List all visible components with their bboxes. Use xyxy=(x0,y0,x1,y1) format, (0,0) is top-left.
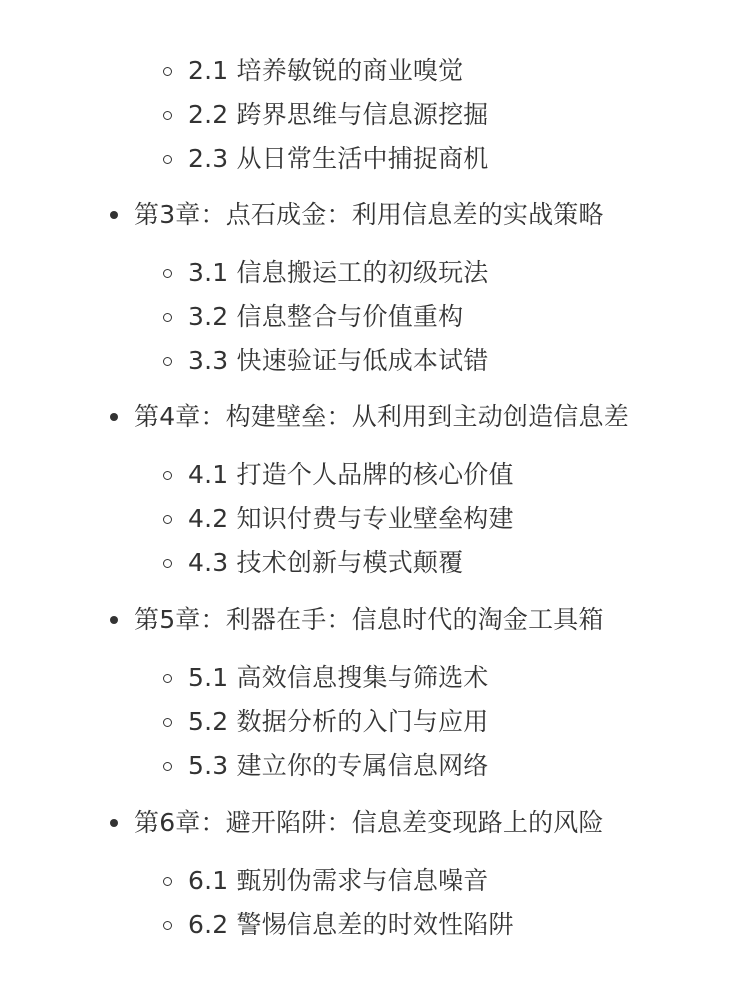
circle-bullet-icon xyxy=(163,762,172,771)
disc-bullet-icon xyxy=(110,211,118,219)
section-label: 4.1 打造个人品牌的核心价值 xyxy=(188,460,514,489)
list-item xyxy=(163,49,463,93)
circle-bullet-icon xyxy=(163,515,172,524)
section-label: 3.2 信息整合与价值重构 xyxy=(188,302,464,331)
chapter-item xyxy=(110,801,604,845)
section-label: 4.2 知识付费与专业壁垒构建 xyxy=(188,504,514,533)
section-label: 2.2 跨界思维与信息源挖掘 xyxy=(188,100,489,129)
circle-bullet-icon xyxy=(163,921,172,930)
list-item xyxy=(163,541,463,585)
list-item xyxy=(163,295,463,339)
list-item xyxy=(163,93,489,137)
section-label: 3.3 快速验证与低成本试错 xyxy=(188,346,489,375)
chapter-title: 第6章：避开陷阱：信息差变现路上的风险 xyxy=(134,808,604,837)
circle-bullet-icon xyxy=(163,67,172,76)
list-item xyxy=(163,700,489,744)
circle-bullet-icon xyxy=(163,718,172,727)
section-label: 6.2 警惕信息差的时效性陷阱 xyxy=(188,910,514,939)
circle-bullet-icon xyxy=(163,559,172,568)
disc-bullet-icon xyxy=(110,413,118,421)
list-item xyxy=(163,744,489,788)
section-label: 4.3 技术创新与模式颠覆 xyxy=(188,548,464,577)
circle-bullet-icon xyxy=(163,357,172,366)
section-label: 2.3 从日常生活中捕捉商机 xyxy=(188,144,489,173)
disc-bullet-icon xyxy=(110,819,118,827)
list-item xyxy=(163,497,514,541)
list-item xyxy=(163,859,489,903)
section-label: 6.1 甄别伪需求与信息噪音 xyxy=(188,866,489,895)
list-item xyxy=(163,339,489,383)
chapter-item xyxy=(110,395,629,439)
circle-bullet-icon xyxy=(163,674,172,683)
list-item xyxy=(163,656,489,700)
chapter-item xyxy=(110,598,604,642)
section-label: 2.1 培养敏锐的商业嗅觉 xyxy=(188,56,464,85)
list-item xyxy=(163,251,489,295)
circle-bullet-icon xyxy=(163,877,172,886)
circle-bullet-icon xyxy=(163,155,172,164)
circle-bullet-icon xyxy=(163,111,172,120)
list-item xyxy=(163,903,514,947)
section-label: 5.2 数据分析的入门与应用 xyxy=(188,707,489,736)
list-item xyxy=(163,137,489,181)
circle-bullet-icon xyxy=(163,269,172,278)
chapter-title: 第4章：构建壁垒：从利用到主动创造信息差 xyxy=(134,402,629,431)
circle-bullet-icon xyxy=(163,471,172,480)
chapter-title: 第3章：点石成金：利用信息差的实战策略 xyxy=(134,200,604,229)
chapter-title: 第5章：利器在手：信息时代的淘金工具箱 xyxy=(134,605,604,634)
section-label: 5.3 建立你的专属信息网络 xyxy=(188,751,489,780)
circle-bullet-icon xyxy=(163,313,172,322)
chapter-item xyxy=(110,193,604,237)
list-item xyxy=(163,453,514,497)
section-label: 5.1 高效信息搜集与筛选术 xyxy=(188,663,489,692)
disc-bullet-icon xyxy=(110,616,118,624)
section-label: 3.1 信息搬运工的初级玩法 xyxy=(188,258,489,287)
